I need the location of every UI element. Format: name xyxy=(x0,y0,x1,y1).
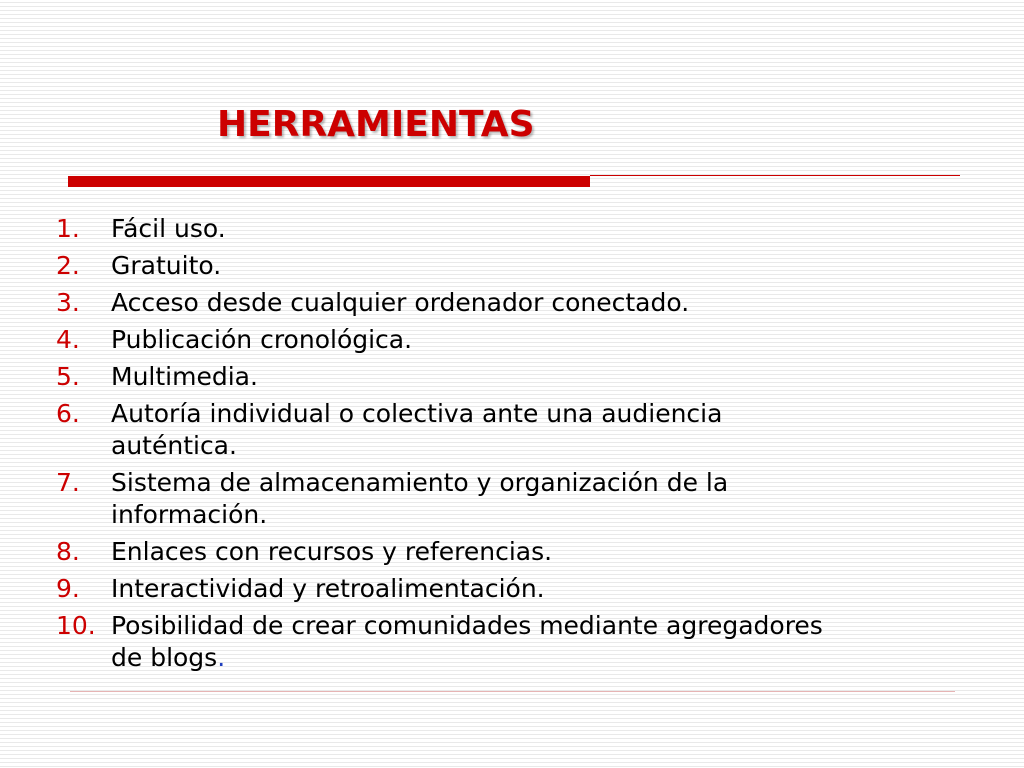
list-number: 5. xyxy=(56,362,80,391)
list-text: Publicación cronológica. xyxy=(111,325,413,354)
list-item-9 xyxy=(56,573,846,605)
list-text: Multimedia. xyxy=(111,362,258,391)
title-underline-thick xyxy=(68,176,590,187)
list-text: Posibilidad de crear comunidades mediante agregadores de blogs xyxy=(111,611,823,672)
list-text: Fácil uso. xyxy=(111,214,226,243)
list-number: 3. xyxy=(56,288,80,317)
title-underline-thin xyxy=(590,175,960,176)
list-text: Enlaces con recursos y referencias. xyxy=(111,537,553,566)
list-item-1 xyxy=(56,213,846,245)
list-number: 4. xyxy=(56,325,80,354)
list-text: Interactividad y retroalimentación. xyxy=(111,574,545,603)
footer-divider xyxy=(70,691,955,692)
list-number: 8. xyxy=(56,537,80,566)
list-number: 6. xyxy=(56,399,80,428)
list-item-3 xyxy=(56,287,846,319)
list-number: 7. xyxy=(56,468,80,497)
list-item-10 xyxy=(56,610,846,674)
list-number: 1. xyxy=(56,214,80,243)
list-text: Autoría individual o colectiva ante una audiencia auténtica. xyxy=(111,399,723,460)
list-number: 9. xyxy=(56,574,80,603)
list-text: Sistema de almacenamiento y organización de la información. xyxy=(111,468,729,529)
list-item-5 xyxy=(56,361,846,393)
list-item-2 xyxy=(56,250,846,282)
list-number: 2. xyxy=(56,251,80,280)
list-item-8 xyxy=(56,536,846,568)
list-item-4 xyxy=(56,324,846,356)
feature-list xyxy=(56,213,846,679)
list-item-7 xyxy=(56,467,846,531)
list-text: Acceso desde cualquier ordenador conectado. xyxy=(111,288,690,317)
list-text-wrapper xyxy=(111,610,831,674)
list-text-trailing-period: . xyxy=(217,643,226,672)
slide-title: HERRAMIENTAS xyxy=(217,104,535,145)
list-number: 10. xyxy=(56,611,96,640)
list-item-6 xyxy=(56,398,846,462)
list-text: Gratuito. xyxy=(111,251,222,280)
